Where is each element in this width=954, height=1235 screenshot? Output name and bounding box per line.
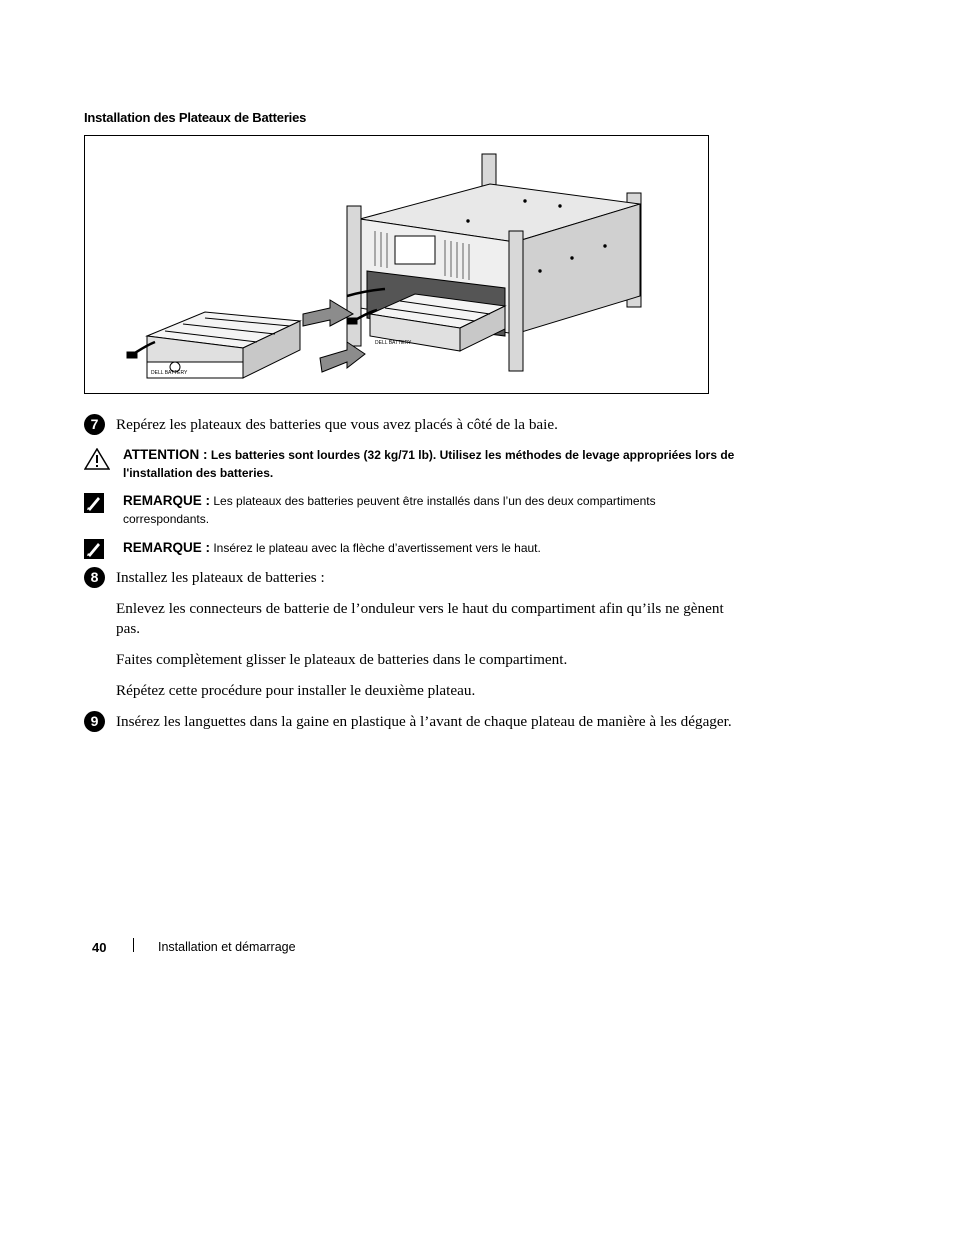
footer-separator <box>133 938 134 952</box>
figure-title: Installation des Plateaux de Batteries <box>84 110 307 125</box>
step-8-detail-1: Enlevez les connecteurs de batterie de l’onduleur vers le haut du compartiment afin qu’ils ne gènent pas. <box>116 600 724 637</box>
remarque-notice-2 <box>123 539 743 558</box>
remarque-notice-1 <box>123 492 743 528</box>
attention-label: ATTENTION : <box>123 447 208 462</box>
battery-installation-figure <box>84 135 709 394</box>
remarque-2-text: Insérez le plateau avec la flèche d’avertissement vers le haut. <box>213 541 541 555</box>
footer-section: Installation et démarrage <box>158 940 296 954</box>
note-pencil-icon <box>84 493 104 513</box>
loose-tray-label: DELL BATTERY <box>151 370 188 376</box>
remarque-1-text: Les plateaux des batteries peuvent être installés dans l’un des deux compartiments correspondants. <box>123 494 656 526</box>
step-8-detail-2: Faites complètement glisser le plateaux de batteries dans le compartiment. <box>116 651 568 668</box>
step-7-text: Repérez les plateaux des batteries que vous avez placés à côté de la baie. <box>116 416 558 433</box>
attention-text: Les batteries sont lourdes (32 kg/71 lb). Utilisez les méthodes de levage appropriées lors de l'installation des batteries. <box>123 448 735 480</box>
step-9-text: Insérez les languettes dans la gaine en plastique à l’avant de chaque plateau de manière à les dégager. <box>116 713 732 730</box>
remarque-1-label: REMARQUE : <box>123 493 210 508</box>
attention-notice <box>123 446 743 482</box>
installed-tray-label: DELL BATTERY <box>375 340 412 346</box>
step-9-badge: 9 <box>84 711 105 732</box>
note-pencil-icon <box>84 539 104 559</box>
step-7-badge: 7 <box>84 414 105 435</box>
step-8-detail-3: Répétez cette procédure pour installer le deuxième plateau. <box>116 682 476 699</box>
remarque-2-label: REMARQUE : <box>123 540 210 555</box>
page-number: 40 <box>92 940 107 955</box>
battery-installation-illustration <box>85 136 708 393</box>
step-8-badge: 8 <box>84 567 105 588</box>
step-8-text: Installez les plateaux de batteries : <box>116 569 325 586</box>
warning-triangle-icon <box>84 448 104 468</box>
